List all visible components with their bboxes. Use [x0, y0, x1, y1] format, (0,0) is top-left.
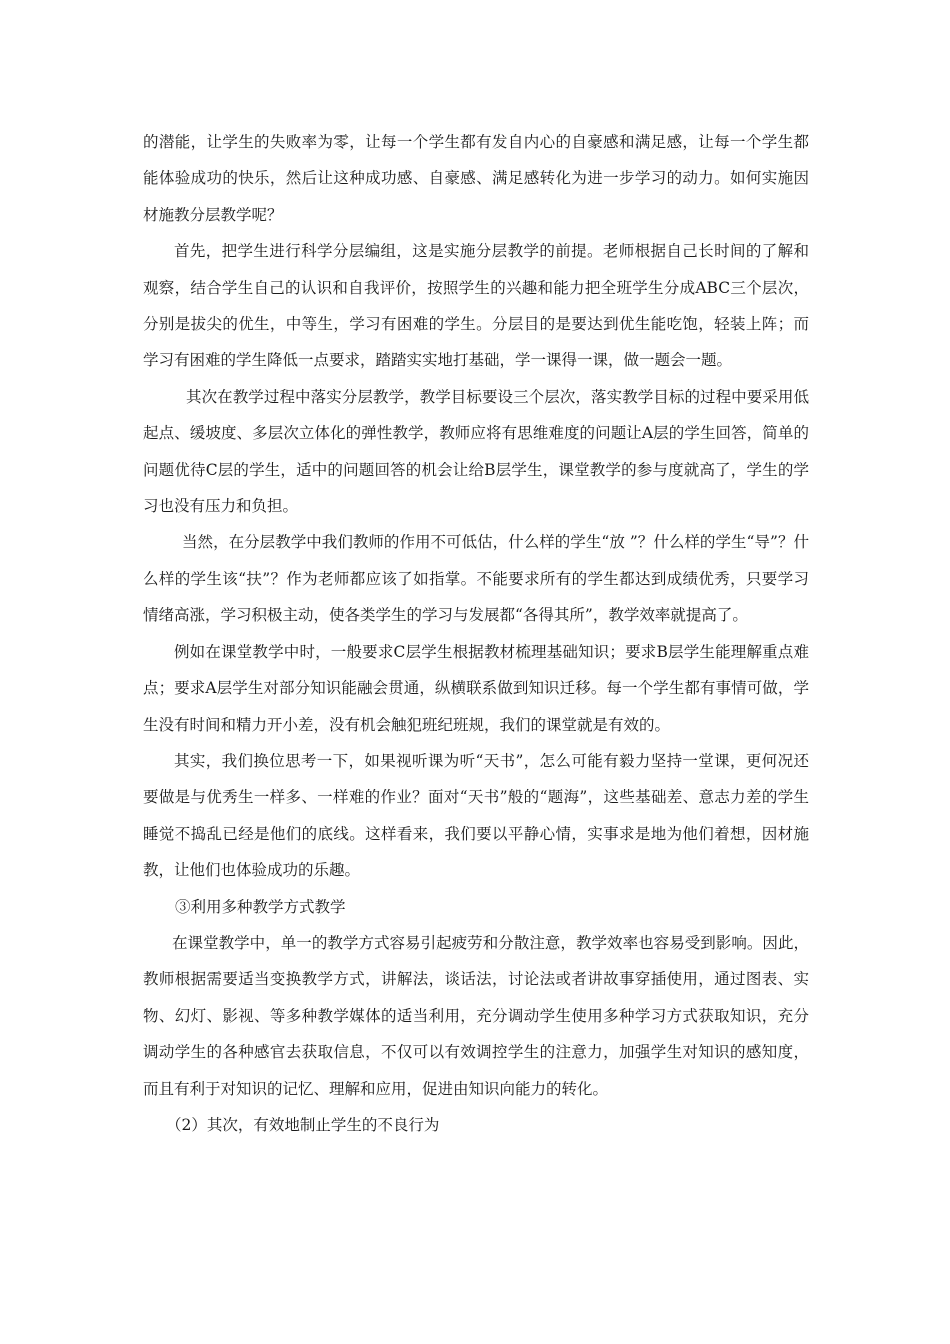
section-heading-teaching-methods: ③利用多种教学方式教学	[175, 897, 346, 916]
paragraph-continuation: 的潜能，让学生的失败率为零，让每一个学生都有发自内心的自豪感和满足感，让每一个学生都能体验成功的快乐，然后让这种成功感、自豪感、满足感转化为进一步学习的动力。如何实施因材施教分层教学呢？	[143, 133, 809, 224]
paragraph-teacher-role: 当然，在分层教学中我们教师的作用不可低估，什么样的学生“放 ”？什么样的学生“导”？什么样的学生该“扶”？作为老师都应该了如指掌。不能要求所有的学生都达到成绩优秀，只要学习情绪高涨，学习积极主动，使各类学生的学习与发展都“各得其所”，教学效率就提高了。	[143, 533, 809, 625]
paragraph-teaching-methods: 在课堂教学中，单一的教学方式容易引起疲劳和分散注意，教学效率也容易受到影响。因此，教师根据需要适当变换教学方式，讲解法，谈话法，讨论法或者讲故事穿插使用，通过图表、实物、幻灯、影视、等多种教学媒体的适当利用，充分调动学生使用多种学习方式获取知识，充分调动学生的各种感官去获取信息，不仅可以有效调控学生的注意力，加强学生对知识的感知度，而且有利于对知识的记忆、理解和应用，促进由知识向能力的转化。	[143, 933, 809, 1098]
paragraph-first-step: 首先，把学生进行科学分层编组，这是实施分层教学的前提。老师根据自己长时间的了解和观察，结合学生自己的认识和自我评价，按照学生的兴趣和能力把全班学生分成ABC三个层次，分别是拔尖的优生，中等生，学习有困难的学生。分层目的是要达到优生能吃饱，轻装上阵；而学习有困难的学生降低一点要求，踏踏实实地打基础，学一课得一课，做一题会一题。	[143, 242, 809, 370]
document-body	[143, 124, 809, 1143]
paragraph-second-step: 其次在教学过程中落实分层教学，教学目标要设三个层次，落实教学目标的过程中要采用低起点、缓坡度、多层次立体化的弹性教学，教师应将有思维难度的问题让A层的学生回答，简单的问题优待C层的学生，适中的问题回答的机会让给B层学生，课堂教学的参与度就高了，学生的学习也没有压力和负担。	[143, 387, 809, 516]
section-heading-misbehavior: （2）其次，有效地制止学生的不良行为	[166, 1115, 440, 1134]
paragraph-perspective: 其实，我们换位思考一下，如果视听课为听“天书”，怎么可能有毅力坚持一堂课，更何况还要做是与优秀生一样多、一样难的作业？面对“天书”般的“题海”，这些基础差、意志力差的学生睡觉不捣乱已经是他们的底线。这样看来，我们要以平静心情，实事求是地为他们着想，因材施教，让他们也体验成功的乐趣。	[143, 751, 809, 880]
paragraph-example: 例如在课堂教学中时，一般要求C层学生根据教材梳理基础知识；要求B层学生能理解重点难点；要求A层学生对部分知识能融会贯通，纵横联系做到知识迁移。每一个学生都有事情可做，学生没有时间和精力开小差，没有机会触犯班纪班规，我们的课堂就是有效的。	[143, 642, 809, 734]
